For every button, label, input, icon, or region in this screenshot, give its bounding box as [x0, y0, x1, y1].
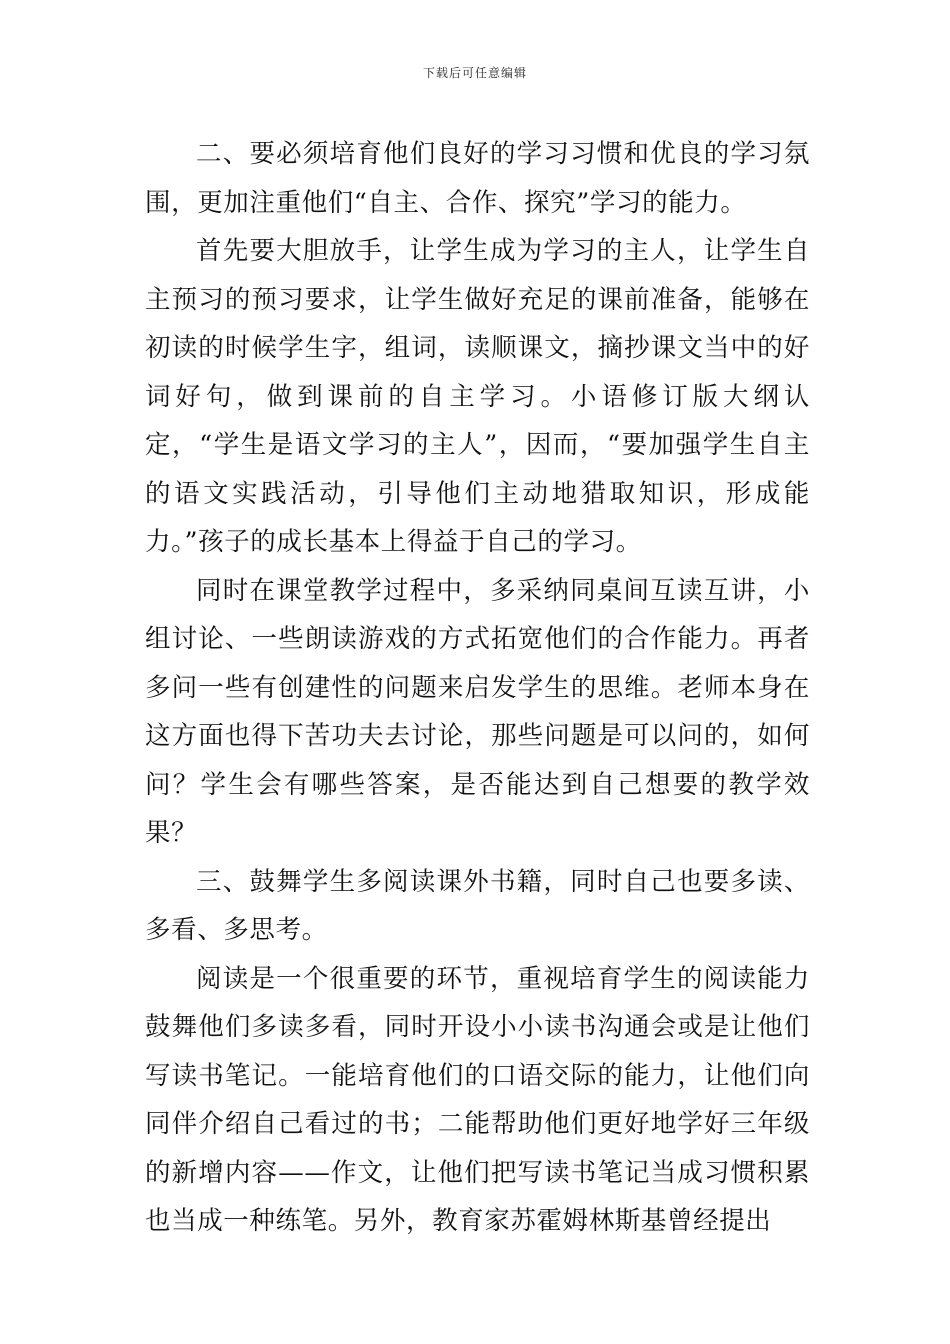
page-header-note: 下载后可任意编辑 — [422, 66, 527, 80]
document-body — [145, 130, 810, 1246]
paragraph-self-study: 首先要大胆放手，让学生成为学习的主人，让学生自主预习的预习要求，让学生做好充足的课前准备，能够在初读的时候学生字，组词，读顺课文，摘抄课文当中的好词好句，做到课前的自主学习。小语修订版大纲认定，“学生是语文学习的主人”，因而，“要加强学生自主的语文实践活动，引导他们主动地猎取知识，形成能力。”孩子的成长基本上得益于自己的学习。 — [145, 236, 810, 557]
paragraph-reading: 阅读是一个很重要的环节，重视培育学生的阅读能力鼓舞他们多读多看，同时开设小小读书沟通会或是让他们写读书笔记。一能培育他们的口语交际的能力，让他们向同伴介绍自己看过的书；二能帮助他们更好地学好三年级的新增内容——作文，让他们把写读书笔记当成习惯积累也当成一种练笔。另外，教育家苏霍姆林斯基曾经提出 — [145, 963, 810, 1236]
paragraph-cooperation: 同时在课堂教学过程中，多采纳同桌间互读互讲，小组讨论、一些朗读游戏的方式拓宽他们的合作能力。再者多问一些有创建性的问题来启发学生的思维。老师本身在这方面也得下苦功夫去讨论，那些问题是可以问的，如何问？学生会有哪些答案，是否能达到自己想要的教学效果？ — [145, 575, 810, 848]
paragraph-section-three-heading: 三、鼓舞学生多阅读课外书籍，同时自己也要多读、多看、多思考。 — [145, 866, 810, 945]
paragraph-section-two-heading: 二、要必须培育他们良好的学习习惯和优良的学习氛围，更加注重他们“自主、合作、探究”学习的能力。 — [145, 139, 810, 218]
